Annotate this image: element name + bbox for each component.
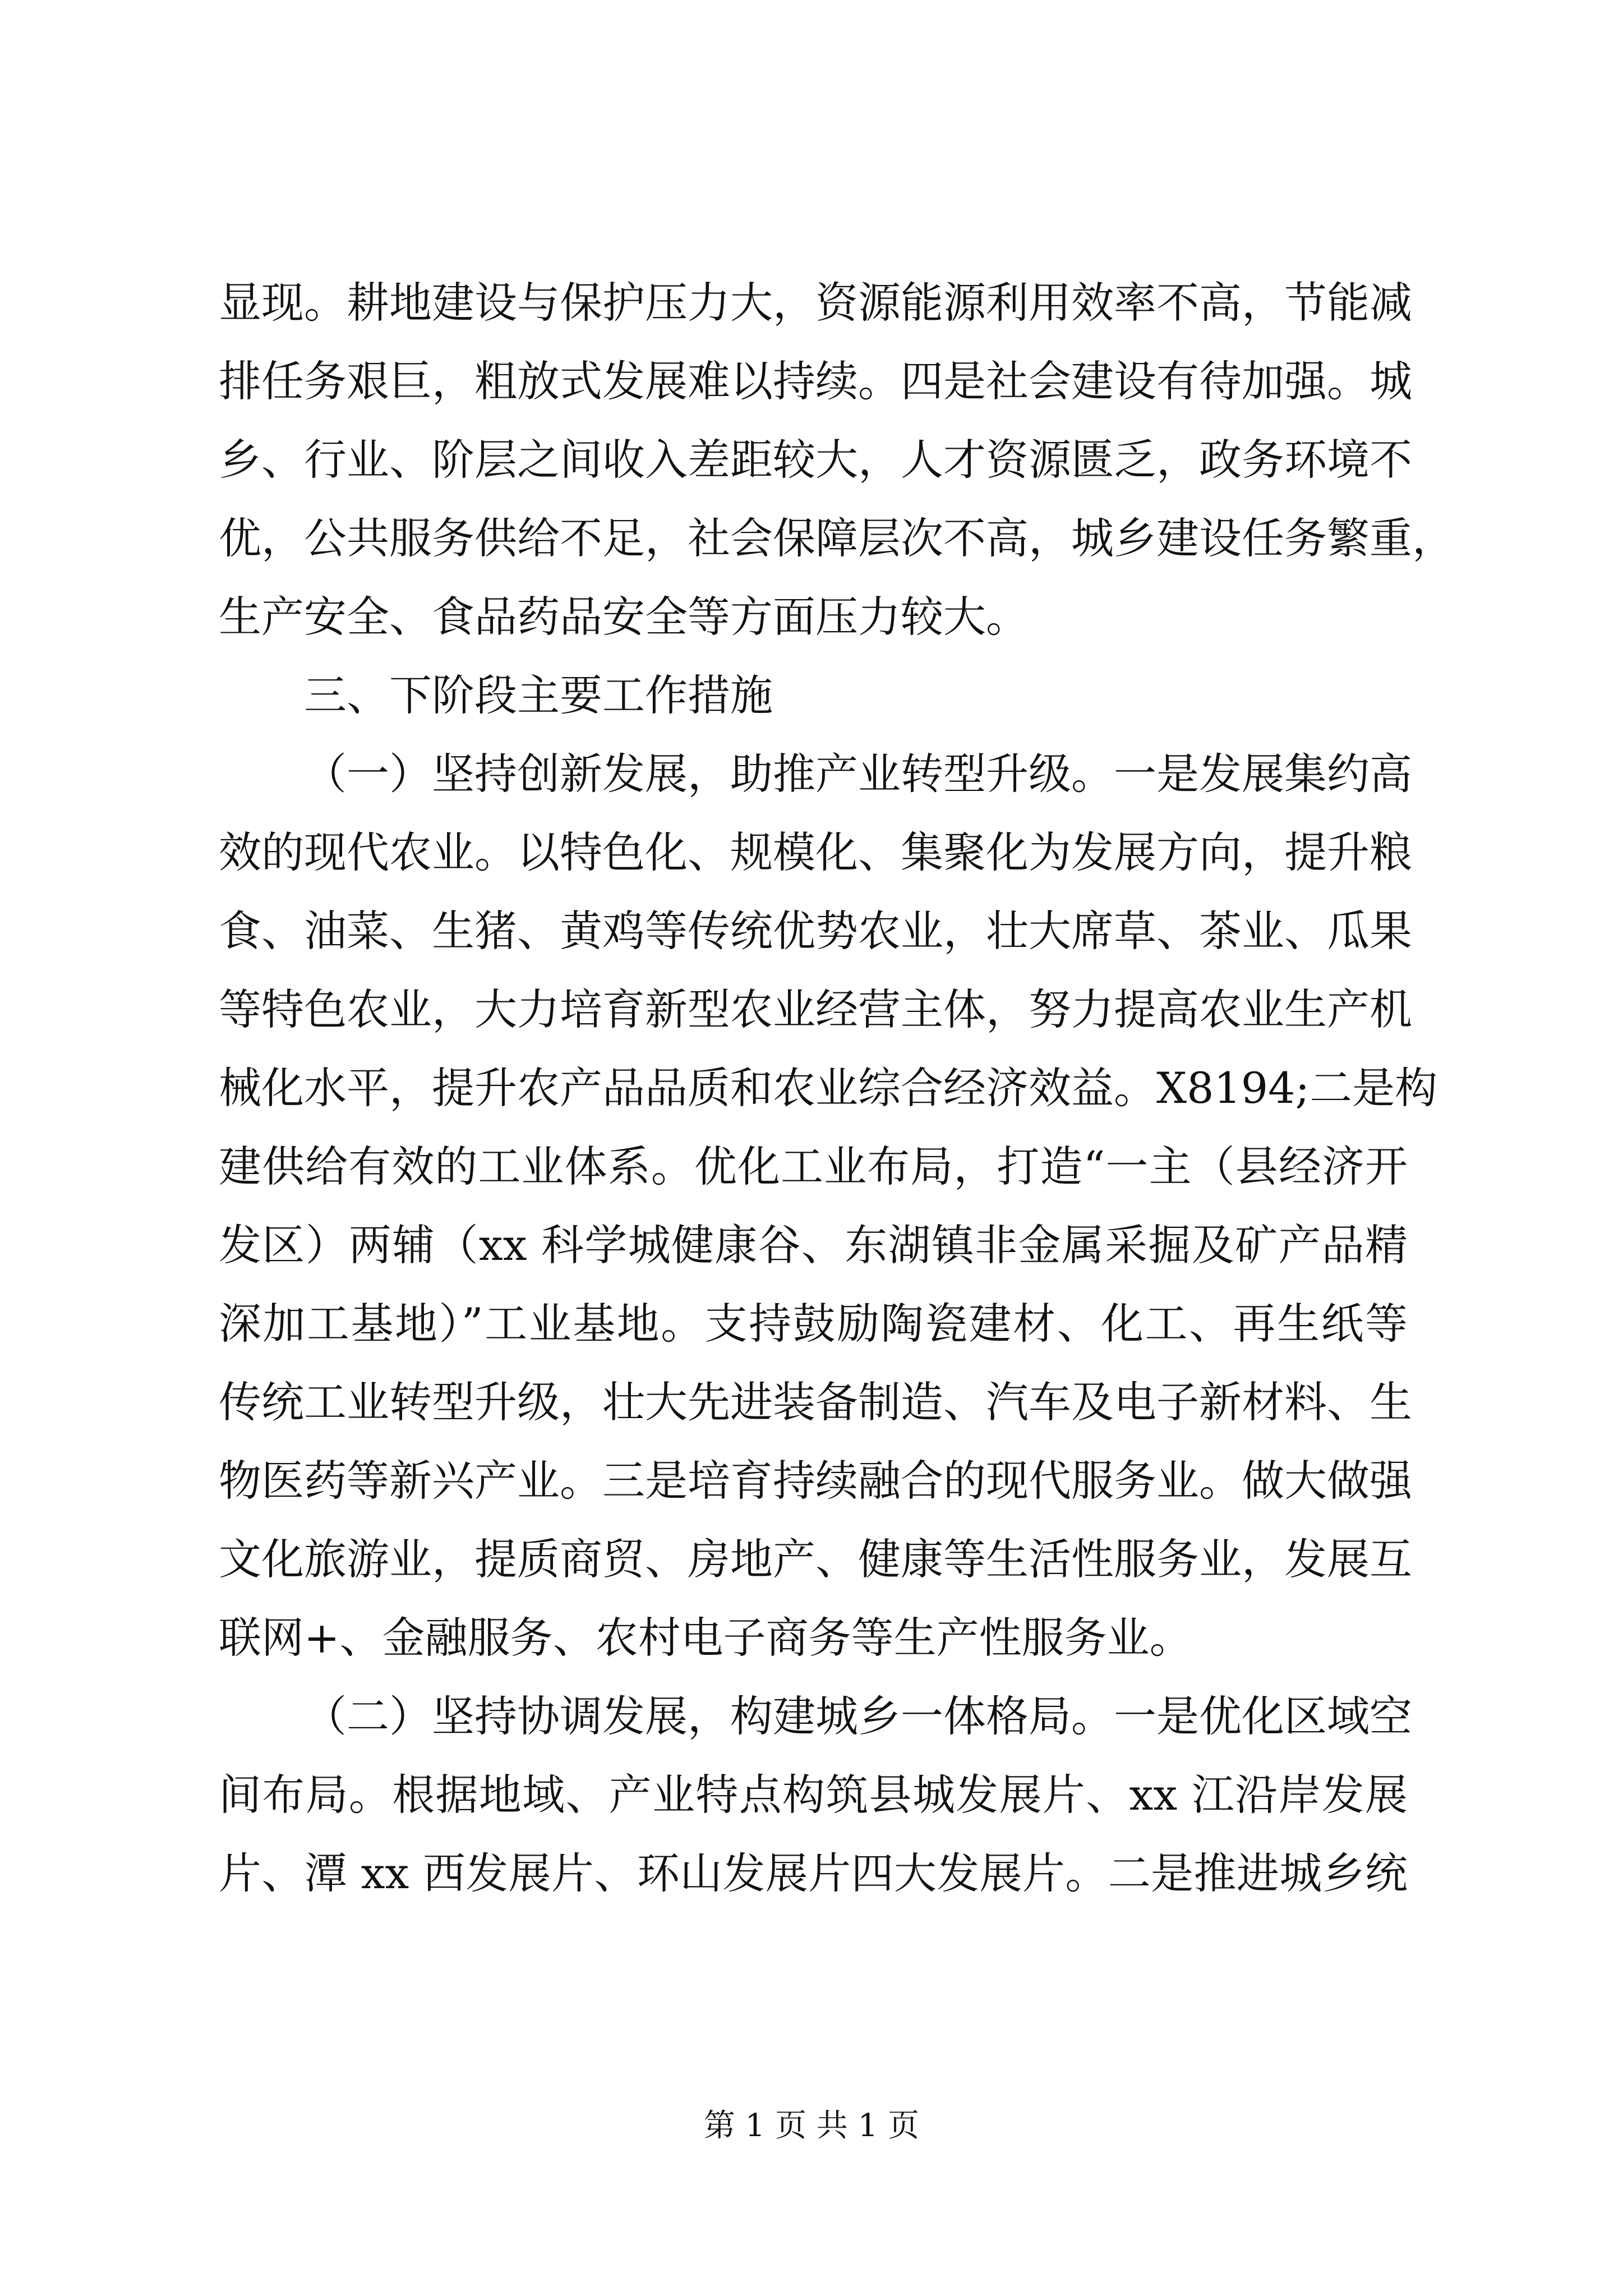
page-footer: 第 1 页 共 1 页	[703, 2108, 920, 2144]
text-line: 发区）两辅（xx 科学城健康谷、东湖镇非金属采掘及矿产品精	[219, 1220, 1408, 1270]
text-line: （二）坚持协调发展，构建城乡一体格局。一是优化区域空	[304, 1691, 1412, 1741]
text-line: 深加工基地）”工业基地。支持鼓励陶瓷建材、化工、再生纸等	[219, 1299, 1408, 1349]
text-line: 间布局。根据地域、产业特点构筑县城发展片、xx 江沿岸发展	[219, 1770, 1408, 1820]
text-line: 物医药等新兴产业。三是培育持续融合的现代服务业。做大做强	[219, 1456, 1412, 1506]
text-line: 片、潭 xx 西发展片、环山发展片四大发展片。二是推进城乡统	[219, 1848, 1408, 1898]
text-line: 三、下阶段主要工作措施	[304, 670, 773, 720]
document-body	[219, 264, 1455, 1913]
text-line: 效的现代农业。以特色化、规模化、集聚化为发展方向，提升粮	[219, 827, 1412, 877]
text-line: 食、油菜、生猪、黄鸡等传统优势农业，壮大席草、茶业、瓜果	[219, 906, 1412, 956]
text-line: 联网+、金融服务、农村电子商务等生产性服务业。	[219, 1613, 1192, 1663]
text-line: 优，公共服务供给不足，社会保障层次不高，城乡建设任务繁重，	[219, 513, 1455, 563]
text-line: 文化旅游业，提质商贸、房地产、健康等生活性服务业，发展互	[219, 1534, 1412, 1584]
text-line: 械化水平，提升农产品品质和农业综合经济效益。X8194;二是构	[219, 1063, 1438, 1113]
text-line: 等特色农业，大力培育新型农业经营主体，努力提高农业生产机	[219, 984, 1412, 1034]
text-line: 建供给有效的工业体系。优化工业布局，打造“一主（县经济开	[219, 1142, 1408, 1191]
text-line: （一）坚持创新发展，助推产业转型升级。一是发展集约高	[304, 749, 1412, 799]
text-line: 传统工业转型升级，壮大先进装备制造、汽车及电子新材料、生	[219, 1377, 1412, 1427]
text-line: 生产安全、食品药品安全等方面压力较大。	[219, 592, 1029, 642]
text-line: 显现。耕地建设与保护压力大，资源能源利用效率不高，节能减	[219, 278, 1412, 328]
text-line: 乡、行业、阶层之间收入差距较大，人才资源匮乏，政务环境不	[219, 435, 1412, 485]
text-line: 排任务艰巨，粗放式发展难以持续。四是社会建设有待加强。城	[219, 356, 1412, 406]
